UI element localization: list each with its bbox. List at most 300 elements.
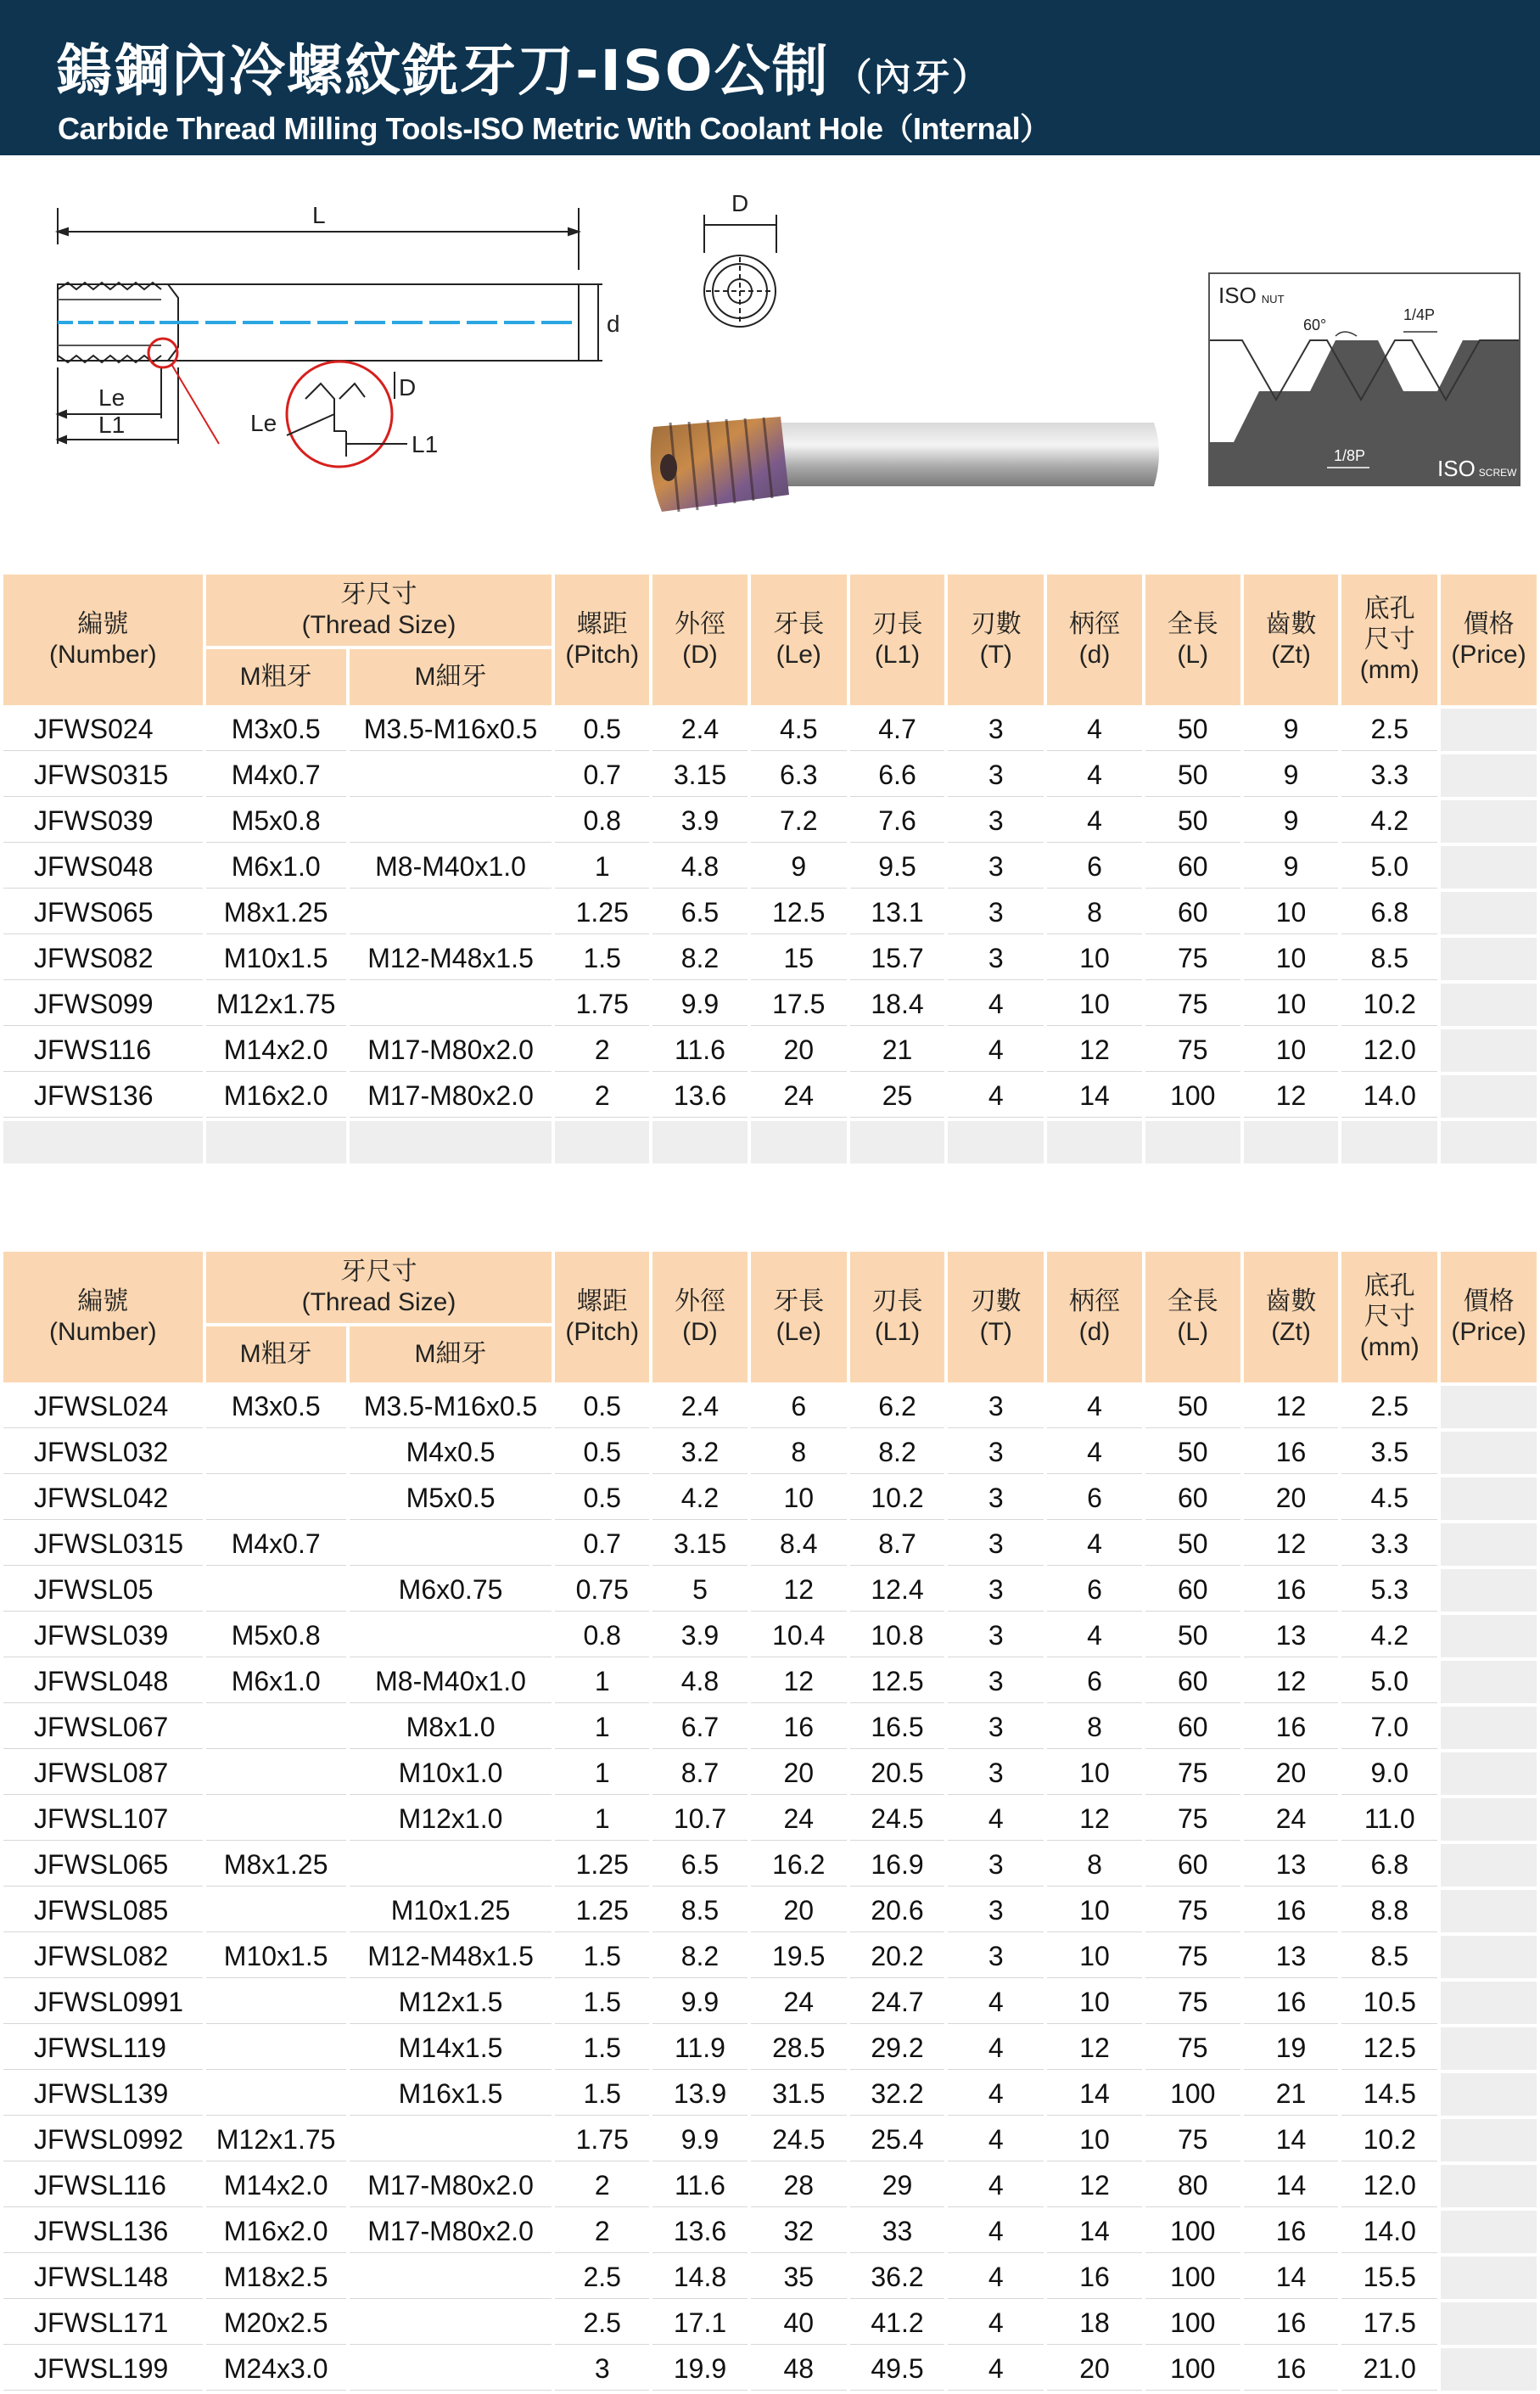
table-cell: 0.5 <box>555 709 649 751</box>
header-coarse: M粗牙 <box>206 649 346 705</box>
table-cell: 16 <box>1244 2348 1339 2391</box>
table-cell: 20 <box>751 1029 847 1072</box>
detail-label-D: D <box>399 374 417 401</box>
table-cell: 75 <box>1145 1982 1240 2024</box>
page-header <box>0 0 1540 155</box>
table-cell: 48 <box>751 2348 847 2391</box>
header-thread-size: 牙尺寸 (Thread Size) <box>206 1252 552 1323</box>
table-cell: 4.8 <box>652 846 748 889</box>
table-cell: M18x2.5 <box>206 2257 346 2299</box>
table-cell: 8.8 <box>1341 1890 1437 1932</box>
table-cell: 6.5 <box>652 892 748 934</box>
angle-label: 60° <box>1303 317 1327 334</box>
table-cell: 9 <box>751 846 847 889</box>
table-cell: M4x0.5 <box>350 1432 552 1474</box>
table-cell: M20x2.5 <box>206 2302 346 2345</box>
cell-price <box>1441 1029 1537 1072</box>
table-cell: 10.2 <box>1341 984 1437 1026</box>
table-cell: 14 <box>1244 2119 1339 2161</box>
header-price: 價格 (Price) <box>1441 575 1537 705</box>
table-cell <box>206 2073 346 2116</box>
table-cell: M8x1.25 <box>206 892 346 934</box>
table-cell: 12.5 <box>751 892 847 934</box>
table-cell: M17-M80x2.0 <box>350 2165 552 2207</box>
table-cell: 75 <box>1145 2027 1240 2070</box>
quarter-pitch-label: 1/4P <box>1403 306 1436 323</box>
table-cell: 6 <box>1047 1661 1142 1703</box>
table-cell: 8.5 <box>652 1890 748 1932</box>
cell-part-number: JFWSL139 <box>3 2073 203 2116</box>
table-cell: 8.7 <box>850 1523 945 1566</box>
cell-price <box>1441 1752 1537 1795</box>
table-cell-empty <box>350 1121 552 1163</box>
table-cell: 3 <box>948 1707 1044 1749</box>
table-cell: 16 <box>1244 1569 1339 1612</box>
table-cell: 14.5 <box>1341 2073 1437 2116</box>
table-cell: 75 <box>1145 1029 1240 1072</box>
table-cell: 13.1 <box>850 892 945 934</box>
table-cell: 50 <box>1145 1615 1240 1657</box>
detail-label-L1: L1 <box>412 431 439 457</box>
table-cell: 12 <box>1244 1386 1339 1428</box>
table-cell: M14x2.0 <box>206 1029 346 1072</box>
table-cell: 8.2 <box>652 938 748 980</box>
table-cell: 16.9 <box>850 1844 945 1887</box>
table-cell: 2 <box>555 2165 649 2207</box>
table-cell: 10 <box>1047 2119 1142 2161</box>
cell-price <box>1441 2119 1537 2161</box>
table-cell: M8x1.0 <box>350 1707 552 1749</box>
header-teeth: 齒數 (Zt) <box>1244 1252 1339 1382</box>
table-row <box>3 1661 1537 1703</box>
table-cell: 1.5 <box>555 2027 649 2070</box>
table-cell-empty <box>751 1121 847 1163</box>
table-cell: 32.2 <box>850 2073 945 2116</box>
cell-part-number: JFWSL085 <box>3 1890 203 1932</box>
table-cell: 12 <box>1047 1798 1142 1841</box>
table-cell: 16 <box>1244 1432 1339 1474</box>
table-cell: M12x1.0 <box>350 1798 552 1841</box>
header-fine: M細牙 <box>350 1326 552 1382</box>
table-cell: 3 <box>948 1569 1044 1612</box>
header-thread-size: 牙尺寸 (Thread Size) <box>206 575 552 646</box>
table-cell-empty <box>1341 1121 1437 1163</box>
table-cell: 4 <box>948 1982 1044 2024</box>
table-cell: 14 <box>1244 2257 1339 2299</box>
table-cell: 36.2 <box>850 2257 945 2299</box>
table-cell: 60 <box>1145 1707 1240 1749</box>
table-cell: 21.0 <box>1341 2348 1437 2391</box>
table-row <box>3 2302 1537 2345</box>
iso-nut-label: ISO NUT <box>1218 283 1285 308</box>
table-cell: 3 <box>948 1386 1044 1428</box>
table-cell: 50 <box>1145 1523 1240 1566</box>
table-cell: 6.2 <box>850 1386 945 1428</box>
table-cell: 4 <box>948 984 1044 1026</box>
table-cell: 8.4 <box>751 1523 847 1566</box>
table-cell: 13.6 <box>652 1075 748 1118</box>
table-cell: 12 <box>751 1661 847 1703</box>
table-cell: 10 <box>1244 984 1339 1026</box>
table-cell: 25 <box>850 1075 945 1118</box>
header-pitch: 螺距 (Pitch) <box>555 575 649 705</box>
iso-screw-label: ISO SCREW <box>1437 456 1517 481</box>
table-cell: 16.5 <box>850 1707 945 1749</box>
table-row <box>3 1075 1537 1118</box>
table-cell: 3.9 <box>652 800 748 843</box>
table-cell: 20 <box>751 1890 847 1932</box>
cell-price <box>1441 2027 1537 2070</box>
table-cell: 21 <box>1244 2073 1339 2116</box>
table-cell: 9 <box>1244 800 1339 843</box>
cell-price <box>1441 2257 1537 2299</box>
table-cell: M10x1.5 <box>206 938 346 980</box>
cell-price <box>1441 1982 1537 2024</box>
table-cell: 12.4 <box>850 1569 945 1612</box>
table-row <box>3 1029 1537 1072</box>
table-cell-empty <box>1441 1121 1537 1163</box>
table-cell: 8 <box>751 1432 847 1474</box>
table-cell: 10 <box>1244 892 1339 934</box>
table-cell: 3.15 <box>652 1523 748 1566</box>
table-cell: 9.9 <box>652 2119 748 2161</box>
table-cell: 40 <box>751 2302 847 2345</box>
table-row <box>3 2073 1537 2116</box>
table-cell: 10 <box>1047 1936 1142 1978</box>
table-cell: 2 <box>555 1075 649 1118</box>
table-cell: 41.2 <box>850 2302 945 2345</box>
table-cell: 1.5 <box>555 1982 649 2024</box>
table-cell: M16x2.0 <box>206 1075 346 1118</box>
table-cell <box>206 1569 346 1612</box>
table-cell: 12.0 <box>1341 1029 1437 1072</box>
table-cell: M17-M80x2.0 <box>350 1075 552 1118</box>
table-cell: 75 <box>1145 1752 1240 1795</box>
tool-end-view <box>687 189 798 334</box>
cell-part-number: JFWSL024 <box>3 1386 203 1428</box>
table-cell: 6 <box>1047 1477 1142 1520</box>
table-cell <box>206 1432 346 1474</box>
table-cell: 10 <box>1047 984 1142 1026</box>
table-cell: 4.2 <box>652 1477 748 1520</box>
table-cell: 100 <box>1145 2073 1240 2116</box>
table-cell: M6x0.75 <box>350 1569 552 1612</box>
table-cell: 11.6 <box>652 1029 748 1072</box>
spec-table-standard-body <box>3 709 1537 1163</box>
table-cell: 2 <box>555 2211 649 2253</box>
table-cell: 14 <box>1244 2165 1339 2207</box>
table-cell: 3.15 <box>652 754 748 797</box>
table-cell: 4 <box>1047 709 1142 751</box>
table-cell: 18.4 <box>850 984 945 1026</box>
cell-part-number: JFWS136 <box>3 1075 203 1118</box>
table-cell: 3 <box>948 1661 1044 1703</box>
table-cell: 4 <box>1047 1432 1142 1474</box>
table-cell: 5.0 <box>1341 1661 1437 1703</box>
table-cell: 9 <box>1244 846 1339 889</box>
table-cell: 9.0 <box>1341 1752 1437 1795</box>
table-row <box>3 1798 1537 1841</box>
table-cell: 6.7 <box>652 1707 748 1749</box>
table-cell: 50 <box>1145 754 1240 797</box>
header-overall-length: 全長 (L) <box>1145 1252 1240 1382</box>
table-cell: 0.75 <box>555 1569 649 1612</box>
table-cell: 20 <box>1244 1477 1339 1520</box>
end-view-label-D: D <box>731 190 749 216</box>
table-cell: M16x2.0 <box>206 2211 346 2253</box>
table-row <box>3 709 1537 751</box>
table-cell: 8 <box>1047 1707 1142 1749</box>
table-cell: 50 <box>1145 1386 1240 1428</box>
table-cell: 17.5 <box>1341 2302 1437 2345</box>
cell-part-number: JFWSL148 <box>3 2257 203 2299</box>
cell-part-number: JFWS0315 <box>3 754 203 797</box>
header-number: 編號 (Number) <box>3 575 203 705</box>
cell-price <box>1441 1386 1537 1428</box>
table-cell: 0.5 <box>555 1432 649 1474</box>
table-cell: 17.1 <box>652 2302 748 2345</box>
cell-part-number: JFWS039 <box>3 800 203 843</box>
header-shank-diameter: 柄徑 (d) <box>1047 1252 1142 1382</box>
table-cell: M3.5-M16x0.5 <box>350 1386 552 1428</box>
header-flutes: 刃數 (T) <box>948 575 1044 705</box>
table-cell: 16 <box>1244 1982 1339 2024</box>
table-cell: M10x1.5 <box>206 1936 346 1978</box>
table-row <box>3 1386 1537 1428</box>
table-cell: 4 <box>948 2348 1044 2391</box>
table-cell: 16 <box>1244 1890 1339 1932</box>
detail-label-Le: Le <box>250 410 277 436</box>
table-cell: 4 <box>1047 1386 1142 1428</box>
table-cell: 2.5 <box>1341 1386 1437 1428</box>
cell-price <box>1441 1477 1537 1520</box>
cell-price <box>1441 2348 1537 2391</box>
diagram-area <box>0 155 1540 563</box>
header-shank-diameter: 柄徑 (d) <box>1047 575 1142 705</box>
table-cell <box>206 2027 346 2070</box>
table-cell: 5.3 <box>1341 1569 1437 1612</box>
header-flutes: 刃數 (T) <box>948 1252 1044 1382</box>
header-hole-size: 底孔 尺寸 (mm) <box>1341 1252 1437 1382</box>
table-cell: 49.5 <box>850 2348 945 2391</box>
table-cell: 1.75 <box>555 984 649 1026</box>
table-cell: 3.3 <box>1341 754 1437 797</box>
eighth-pitch-label: 1/8P <box>1334 447 1366 464</box>
table-row <box>3 1432 1537 1474</box>
table-cell: 10.5 <box>1341 1982 1437 2024</box>
table-cell <box>206 1707 346 1749</box>
table-cell: 3 <box>948 1752 1044 1795</box>
table-cell: 75 <box>1145 938 1240 980</box>
table-cell: 17.5 <box>751 984 847 1026</box>
cell-part-number: JFWSL0315 <box>3 1523 203 1566</box>
table-cell: 6 <box>1047 1569 1142 1612</box>
table-cell: 12 <box>1244 1075 1339 1118</box>
table-cell: 60 <box>1145 1661 1240 1703</box>
table-cell: 2.4 <box>652 709 748 751</box>
table-cell: 1.25 <box>555 892 649 934</box>
table-cell: M8-M40x1.0 <box>350 846 552 889</box>
table-cell: 12 <box>1244 1523 1339 1566</box>
table-cell: 1.25 <box>555 1844 649 1887</box>
product-image <box>645 401 1171 563</box>
table-cell: 10 <box>1244 938 1339 980</box>
cell-part-number: JFWSL107 <box>3 1798 203 1841</box>
cell-price <box>1441 2302 1537 2345</box>
header-coarse: M粗牙 <box>206 1326 346 1382</box>
table-cell: 4 <box>948 2073 1044 2116</box>
table-row <box>3 2119 1537 2161</box>
table-row <box>3 1707 1537 1749</box>
table-cell <box>350 800 552 843</box>
table-cell: 11.9 <box>652 2027 748 2070</box>
table-cell: 12.5 <box>850 1661 945 1703</box>
table-cell: 3 <box>948 709 1044 751</box>
table-cell: 60 <box>1145 892 1240 934</box>
table-row <box>3 2348 1537 2391</box>
table-cell: M10x1.0 <box>350 1752 552 1795</box>
table-cell: 24.5 <box>751 2119 847 2161</box>
table-cell: 4 <box>1047 1523 1142 1566</box>
cell-price <box>1441 2073 1537 2116</box>
spec-table-long <box>0 1248 1540 2394</box>
table-cell: 16 <box>1244 2211 1339 2253</box>
table-cell: 10 <box>1047 1982 1142 2024</box>
table-cell: M16x1.5 <box>350 2073 552 2116</box>
table-cell: 24 <box>1244 1798 1339 1841</box>
cell-part-number: JFWSL171 <box>3 2302 203 2345</box>
table-cell: 6 <box>751 1386 847 1428</box>
table-cell: 3 <box>948 800 1044 843</box>
label-Le: Le <box>98 384 126 411</box>
table-cell: 8.2 <box>652 1936 748 1978</box>
cell-part-number: JFWSL116 <box>3 2165 203 2207</box>
table-cell: 20.5 <box>850 1752 945 1795</box>
table-cell: M3x0.5 <box>206 709 346 751</box>
table-cell: 14 <box>1047 2211 1142 2253</box>
table-cell: 16 <box>1047 2257 1142 2299</box>
table-row <box>3 1936 1537 1978</box>
table-cell: 3 <box>948 1615 1044 1657</box>
table-cell: 13 <box>1244 1844 1339 1887</box>
table-cell: 60 <box>1145 1569 1240 1612</box>
table-cell: M10x1.25 <box>350 1890 552 1932</box>
table-cell <box>206 1982 346 2024</box>
header-cutting-length: 刃長 (L1) <box>850 575 945 705</box>
table-cell: 10 <box>751 1477 847 1520</box>
table-cell: 75 <box>1145 1936 1240 1978</box>
table-cell: 3 <box>948 754 1044 797</box>
cell-part-number: JFWS065 <box>3 892 203 934</box>
table-cell: 2.4 <box>652 1386 748 1428</box>
table-cell: 5.0 <box>1341 846 1437 889</box>
table-cell: M4x0.7 <box>206 754 346 797</box>
table-row <box>3 1569 1537 1612</box>
table-cell-empty <box>948 1121 1044 1163</box>
header-overall-length: 全長 (L) <box>1145 575 1240 705</box>
table-cell: 6 <box>1047 846 1142 889</box>
table-cell: 4 <box>948 2165 1044 2207</box>
cell-price <box>1441 1707 1537 1749</box>
table-cell: 3.9 <box>652 1615 748 1657</box>
cell-part-number: JFWSL0991 <box>3 1982 203 2024</box>
table-cell: 7.2 <box>751 800 847 843</box>
table-cell: 1.5 <box>555 2073 649 2116</box>
table-cell: 4 <box>948 1029 1044 1072</box>
table-cell: 11.0 <box>1341 1798 1437 1841</box>
label-L1: L1 <box>98 412 126 438</box>
table-cell-empty <box>1244 1121 1339 1163</box>
table-cell: 75 <box>1145 984 1240 1026</box>
table-cell: 20 <box>1047 2348 1142 2391</box>
table-row <box>3 938 1537 980</box>
header-hole-size: 底孔 尺寸 (mm) <box>1341 575 1437 705</box>
table-cell: 1 <box>555 846 649 889</box>
table-cell: 6.8 <box>1341 1844 1437 1887</box>
title-english: Carbide Thread Milling Tools-ISO Metric With Coolant Hole（Internal） <box>58 111 1050 146</box>
table-cell: 20 <box>751 1752 847 1795</box>
cell-price <box>1441 1075 1537 1118</box>
table-cell: 3.5 <box>1341 1432 1437 1474</box>
table-cell-empty <box>1047 1121 1142 1163</box>
table-cell: 7.0 <box>1341 1707 1437 1749</box>
table-cell: 8.5 <box>1341 1936 1437 1978</box>
header-thread-length: 牙長 (Le) <box>751 575 847 705</box>
table-cell: 100 <box>1145 2302 1240 2345</box>
cell-price <box>1441 2165 1537 2207</box>
table-cell: 100 <box>1145 2211 1240 2253</box>
table-cell: 4 <box>1047 754 1142 797</box>
table-cell: 4.7 <box>850 709 945 751</box>
table-cell: 12 <box>1047 1029 1142 1072</box>
cell-part-number: JFWSL05 <box>3 1569 203 1612</box>
table-cell: 60 <box>1145 1844 1240 1887</box>
table-cell: 6.5 <box>652 1844 748 1887</box>
table-cell <box>350 892 552 934</box>
table-cell: 3 <box>948 1844 1044 1887</box>
table-cell <box>206 1890 346 1932</box>
table-cell: 8 <box>1047 1844 1142 1887</box>
table-cell <box>350 984 552 1026</box>
table-cell: 100 <box>1145 1075 1240 1118</box>
table-cell: 13.6 <box>652 2211 748 2253</box>
table-cell: 10.7 <box>652 1798 748 1841</box>
spec-table-long-body <box>3 1386 1537 2391</box>
table-cell: 12.0 <box>1341 2165 1437 2207</box>
table-cell: 3 <box>948 1477 1044 1520</box>
table-cell-empty <box>1145 1121 1240 1163</box>
table-cell <box>350 2257 552 2299</box>
table-cell: 4.8 <box>652 1661 748 1703</box>
table-cell: 2 <box>555 1029 649 1072</box>
cell-part-number: JFWSL119 <box>3 2027 203 2070</box>
table-row <box>3 800 1537 843</box>
table-cell: 13 <box>1244 1936 1339 1978</box>
table-row <box>3 1982 1537 2024</box>
table-cell: 12.5 <box>1341 2027 1437 2070</box>
table-cell: 100 <box>1145 2348 1240 2391</box>
table-cell: 3 <box>948 1936 1044 1978</box>
table-cell: 25.4 <box>850 2119 945 2161</box>
table-cell: 10 <box>1047 1890 1142 1932</box>
table-cell: 0.5 <box>555 1386 649 1428</box>
table-cell: 50 <box>1145 1432 1240 1474</box>
table-cell: 1 <box>555 1661 649 1703</box>
table-cell: 7.6 <box>850 800 945 843</box>
table-cell <box>350 754 552 797</box>
table-cell: 14 <box>1047 2073 1142 2116</box>
table-cell: 4.2 <box>1341 1615 1437 1657</box>
